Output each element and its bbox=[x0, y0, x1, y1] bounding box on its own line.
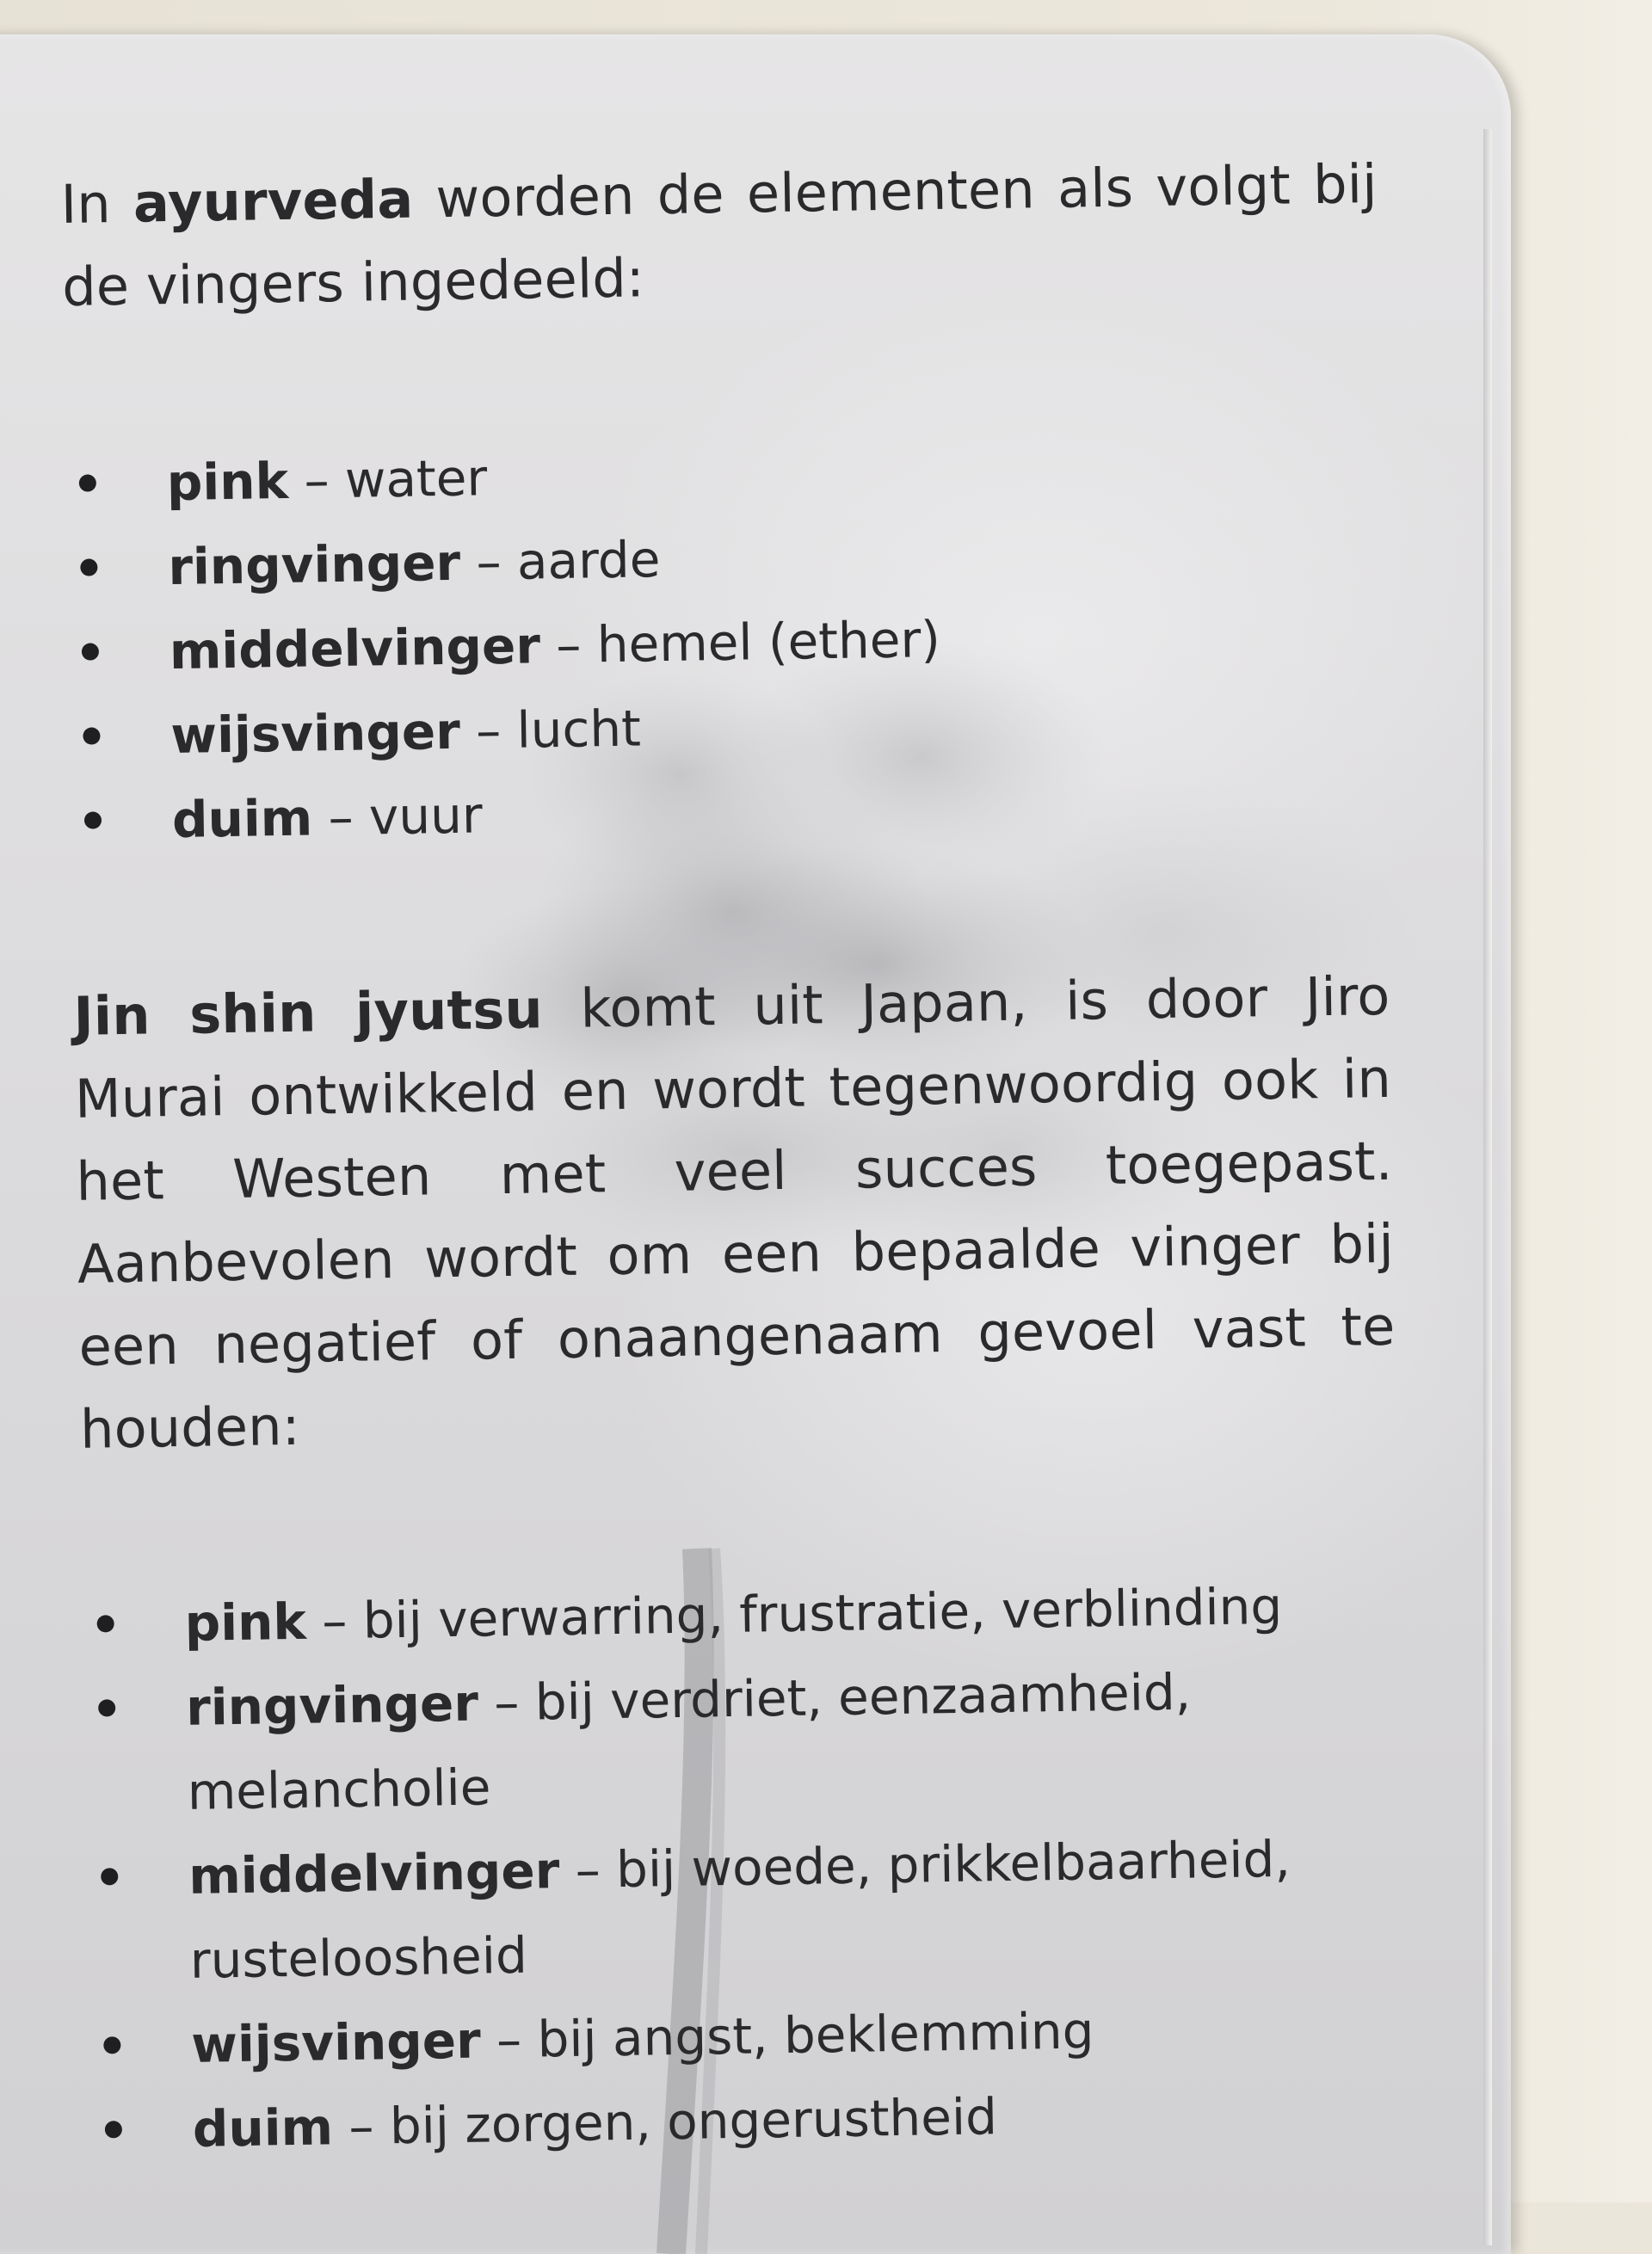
bullet-icon bbox=[83, 727, 100, 744]
jin-shin-emphasis: Jin shin jyutsu bbox=[73, 977, 544, 1048]
finger-name: ringvinger bbox=[167, 533, 461, 597]
bullet-icon bbox=[80, 558, 97, 576]
bullet-icon bbox=[105, 2121, 122, 2138]
separator: – bbox=[305, 1591, 364, 1651]
separator: – bbox=[539, 615, 598, 675]
finger-name: ringvinger bbox=[185, 1673, 479, 1737]
element-meaning: vuur bbox=[368, 785, 484, 847]
intro-paragraph bbox=[60, 143, 1379, 329]
separator: – bbox=[332, 2097, 391, 2157]
finger-name: pink bbox=[184, 1592, 307, 1653]
separator: – bbox=[459, 700, 518, 761]
page-edge bbox=[1483, 129, 1492, 2245]
separator: – bbox=[480, 2010, 539, 2070]
finger-name: duim bbox=[171, 788, 313, 850]
feeling-meaning: bij verdriet, eenzaamheid, melancholie bbox=[187, 1662, 1192, 1821]
feelings-list bbox=[83, 1562, 1409, 2173]
bullet-icon bbox=[103, 2036, 120, 2054]
separator: – bbox=[478, 1672, 536, 1733]
finger-name: duim bbox=[192, 2097, 334, 2159]
separator: – bbox=[558, 1840, 617, 1900]
booklet-page bbox=[0, 34, 1511, 2254]
finger-name: middelvinger bbox=[188, 1841, 560, 1906]
list-item bbox=[83, 1647, 1402, 1836]
separator: – bbox=[459, 532, 518, 592]
bullet-icon bbox=[82, 643, 99, 660]
element-meaning: water bbox=[344, 448, 488, 509]
feeling-meaning: bij zorgen, ongerustheid bbox=[389, 2087, 998, 2156]
bullet-icon bbox=[98, 1699, 115, 1716]
finger-name: pink bbox=[166, 451, 289, 513]
element-meaning: lucht bbox=[516, 699, 642, 760]
element-meaning: aarde bbox=[516, 530, 661, 591]
bullet-icon bbox=[79, 474, 96, 491]
bullet-icon bbox=[84, 811, 102, 828]
intro-emphasis: ayurveda bbox=[133, 167, 414, 235]
feeling-meaning: bij verwarring, frustratie, verblinding bbox=[362, 1576, 1283, 1650]
feeling-meaning: bij woede, prikkelbaarheid, rusteloosheid bbox=[189, 1829, 1291, 1990]
list-item bbox=[87, 1815, 1406, 2005]
text-content bbox=[60, 143, 1409, 2173]
element-meaning: hemel (ether) bbox=[596, 610, 941, 674]
intro-after: worden de elementen als volgt bij de vingers ingedeeld: bbox=[61, 151, 1378, 318]
finger-name: middelvinger bbox=[169, 616, 541, 681]
separator: – bbox=[311, 787, 370, 847]
intro-before: In bbox=[60, 171, 134, 236]
elements-list bbox=[65, 422, 1388, 864]
jin-shin-text: komt uit Japan, is door Jiro Murai ontwikkeld en wordt tegenwoordig ook in het Westen met veel succes toegepast. Aanbevolen wordt om een bepaalde vinger bij een negatief of onaangenaam gevoel vast te houden: bbox=[74, 964, 1396, 1461]
feeling-meaning: bij angst, beklemming bbox=[536, 2001, 1094, 2069]
separator: – bbox=[287, 450, 346, 510]
finger-name: wijsvinger bbox=[170, 701, 461, 766]
bullet-icon bbox=[101, 1868, 118, 1885]
finger-name: wijsvinger bbox=[190, 2011, 482, 2074]
bullet-icon bbox=[97, 1615, 114, 1632]
jin-shin-paragraph bbox=[73, 955, 1397, 1471]
